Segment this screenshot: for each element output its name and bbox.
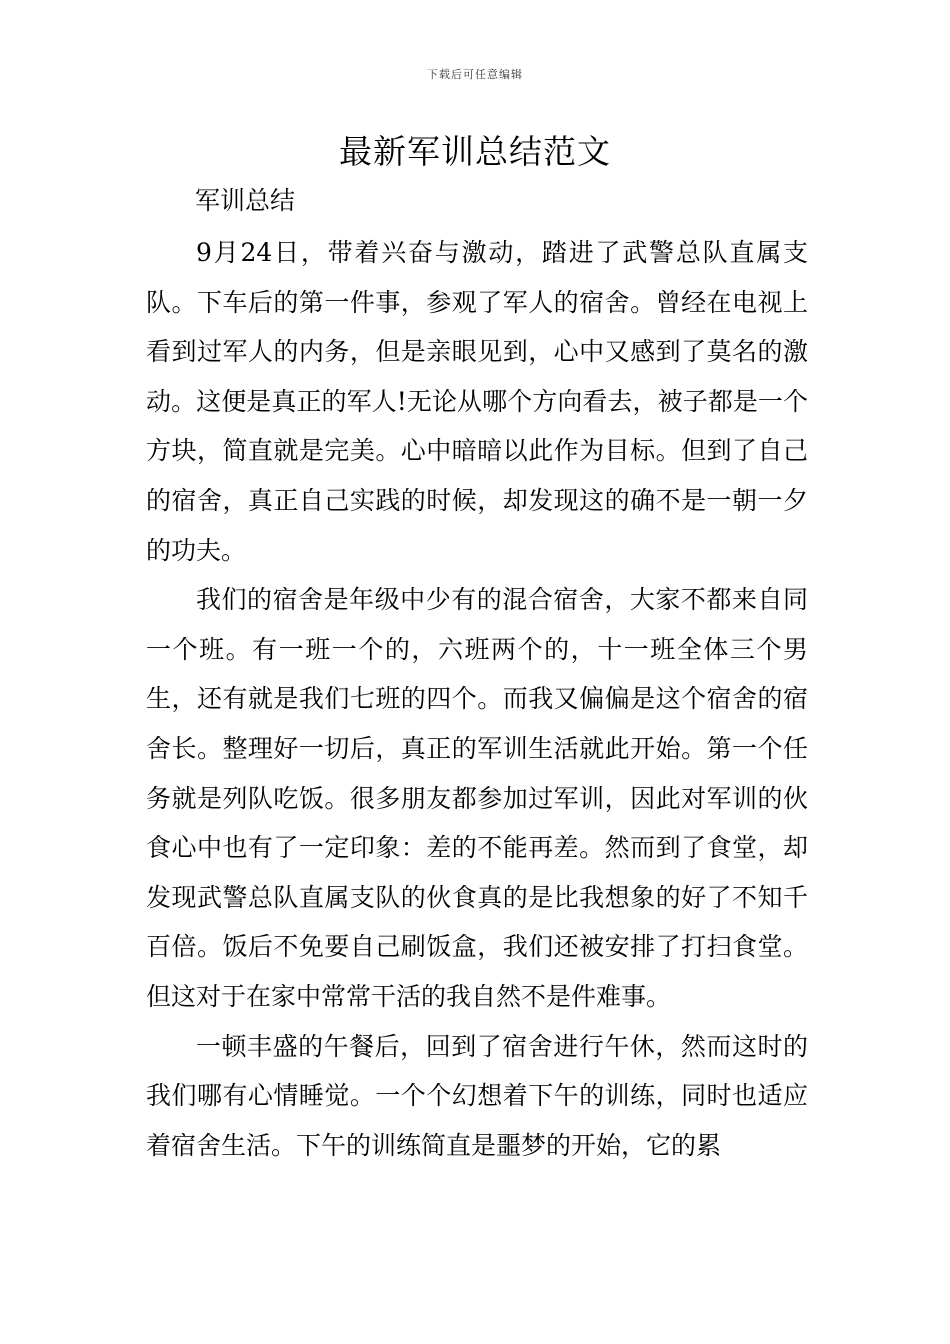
paragraph-3: 一顿丰盛的午餐后，回到了宿舍进行午休，然而这时的我们哪有心情睡觉。一个个幻想着下午的训练，同时也适应着宿舍生活。下午的训练简直是噩梦的开始，它的累 [146, 1031, 808, 1160]
document-title: 最新军训总结范文 [339, 132, 611, 171]
document-body [146, 228, 808, 1170]
paragraph-1: 9月24日，带着兴奋与激动，踏进了武警总队直属支队。下车后的第一件事，参观了军人的宿舍。曾经在电视上看到过军人的内务，但是亲眼见到，心中又感到了莫名的激动。这便是真正的军人!无论从哪个方向看去，被子都是一个方块，简直就是完美。心中暗暗以此作为目标。但到了自己的宿舍，真正自己实践的时候，却发现这的确不是一朝一夕的功夫。 [146, 238, 808, 565]
paragraph-2: 我们的宿舍是年级中少有的混合宿舍，大家不都来自同一个班。有一班一个的，六班两个的，十一班全体三个男生，还有就是我们七班的四个。而我又偏偏是这个宿舍的宿舍长。整理好一切后，真正的军训生活就此开始。第一个任务就是列队吃饭。很多朋友都参加过军训，因此对军训的伙食心中也有了一定印象：差的不能再差。然而到了食堂，却发现武警总队直属支队的伙食真的是比我想象的好了不知千百倍。饭后不免要自己刷饭盒，我们还被安排了打扫食堂。但这对于在家中常常干活的我自然不是件难事。 [146, 585, 808, 1011]
header-note: 下载后可任意编辑 [427, 68, 523, 81]
document-subtitle: 军训总结 [195, 186, 296, 215]
